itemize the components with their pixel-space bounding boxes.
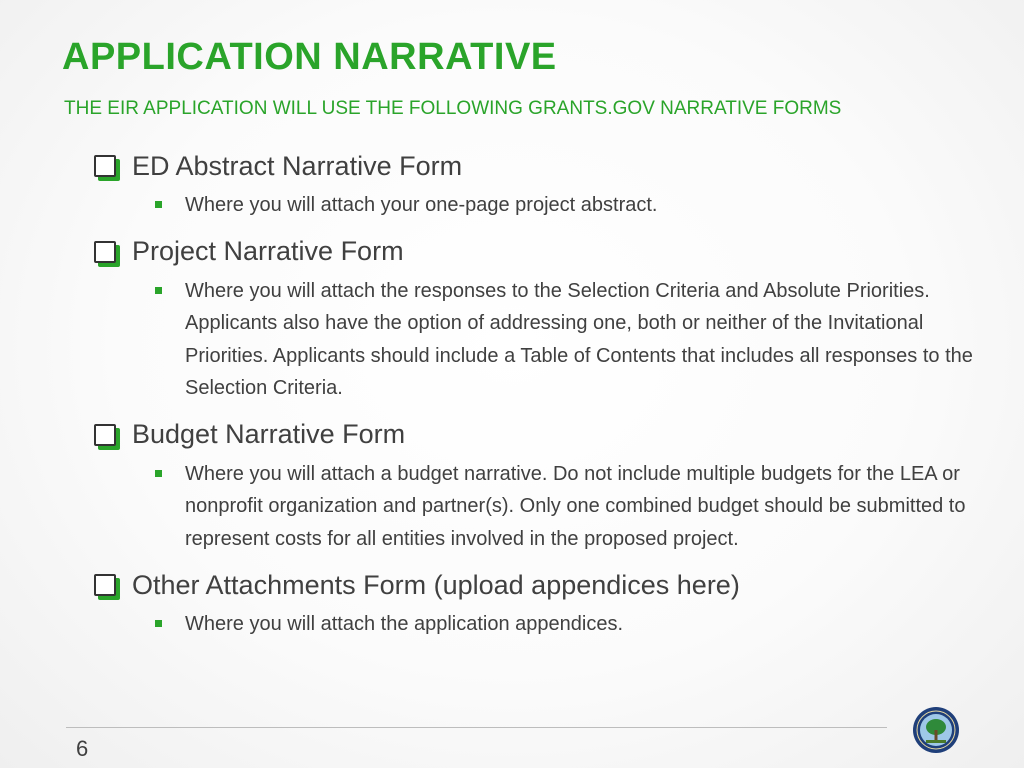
section-bullet-text: Where you will attach the application appendices. bbox=[185, 613, 624, 635]
section-heading-text: ED Abstract Narrative Form bbox=[132, 150, 463, 181]
section-heading-text: Other Attachments Form (upload appendices here) bbox=[132, 569, 740, 600]
square-bullet-icon bbox=[155, 201, 162, 208]
section-bullet bbox=[94, 189, 974, 222]
section-heading bbox=[94, 415, 974, 455]
section-budget bbox=[94, 415, 974, 556]
square-bullet-icon bbox=[155, 620, 162, 627]
checkbox-bullet-icon bbox=[94, 424, 116, 446]
section-bullet-text: Where you will attach the responses to the Selection Criteria and Absolute Priorities. Applicants also have the option of addressing one, both or neither of the Invitational Priorities. Applicants should include a Table of Contents that includes all responses to the Selection Criteria. bbox=[185, 279, 973, 399]
section-bullet bbox=[94, 608, 974, 641]
section-bullet-text: Where you will attach your one-page project abstract. bbox=[185, 194, 658, 216]
slide-subtitle: THE EIR APPLICATION WILL USE THE FOLLOWING GRANTS.GOV NARRATIVE FORMS bbox=[64, 98, 842, 119]
checkbox-bullet-icon bbox=[94, 241, 116, 263]
section-abstract bbox=[94, 146, 974, 222]
square-bullet-icon bbox=[155, 287, 162, 294]
section-bullet-text: Where you will attach a budget narrative. Do not include multiple budgets for the LEA or nonprofit organization and partner(s). Only one combined budget should be submitted to represent costs for all entities involved in the proposed project. bbox=[185, 462, 966, 550]
section-bullet bbox=[94, 275, 974, 405]
section-other-attachments bbox=[94, 565, 974, 641]
footer-divider bbox=[66, 727, 887, 728]
section-heading-text: Budget Narrative Form bbox=[132, 419, 406, 449]
section-heading bbox=[94, 232, 974, 272]
department-seal-icon bbox=[912, 706, 960, 754]
section-heading-text: Project Narrative Form bbox=[132, 236, 404, 266]
square-bullet-icon bbox=[155, 470, 162, 477]
checkbox-bullet-icon bbox=[94, 574, 116, 596]
section-heading bbox=[94, 565, 974, 605]
content-list bbox=[94, 146, 974, 651]
section-heading bbox=[94, 146, 974, 186]
section-project bbox=[94, 232, 974, 405]
checkbox-bullet-icon bbox=[94, 155, 116, 177]
section-bullet bbox=[94, 458, 974, 556]
slide-title: APPLICATION NARRATIVE bbox=[62, 36, 557, 78]
page-number: 6 bbox=[76, 736, 89, 761]
